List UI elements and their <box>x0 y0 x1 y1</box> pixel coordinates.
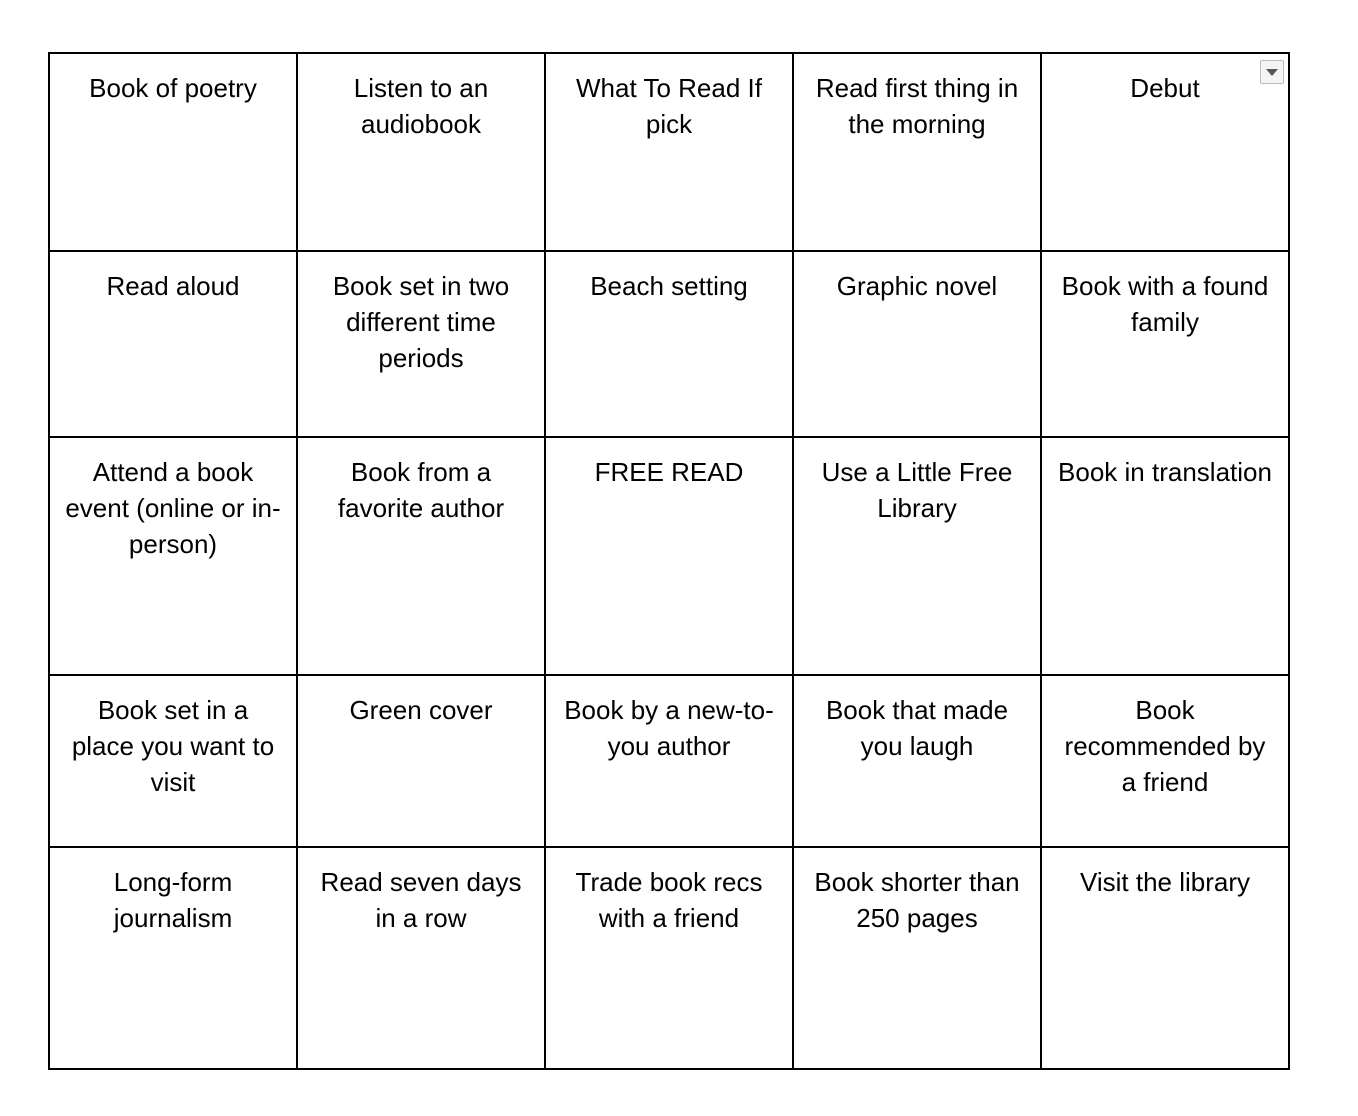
board-cell[interactable] <box>545 251 793 437</box>
board-cell[interactable] <box>49 437 297 675</box>
board-cell[interactable] <box>793 53 1041 251</box>
board-cell[interactable] <box>793 675 1041 847</box>
cell-label: Book set in two different time periods <box>332 271 510 373</box>
cell-label: Green cover <box>349 695 493 725</box>
cell-label: Book with a found family <box>1061 271 1269 337</box>
board-cell[interactable] <box>1041 675 1289 847</box>
board-row <box>49 437 1289 675</box>
board-cell[interactable] <box>545 53 793 251</box>
board-cell[interactable] <box>1041 437 1289 675</box>
cell-label: Read aloud <box>106 271 240 301</box>
board-cell[interactable] <box>49 675 297 847</box>
chevron-down-icon[interactable] <box>1260 60 1284 84</box>
cell-label: FREE READ <box>594 457 744 487</box>
board-row <box>49 53 1289 251</box>
board-cell[interactable] <box>1041 251 1289 437</box>
cell-label: What To Read If pick <box>576 73 762 139</box>
board-cell[interactable] <box>545 847 793 1069</box>
cell-label: Debut <box>1130 73 1200 103</box>
cell-label: Book shorter than 250 pages <box>814 867 1020 933</box>
cell-label: Attend a book event (online or in-person) <box>65 457 281 559</box>
board-cell[interactable] <box>545 675 793 847</box>
board-cell[interactable] <box>49 53 297 251</box>
cell-label: Book recommended by a friend <box>1064 695 1266 797</box>
cell-label: Trade book recs with a friend <box>575 867 763 933</box>
board-cell[interactable] <box>49 251 297 437</box>
cell-label: Book of poetry <box>89 73 257 103</box>
board-row <box>49 251 1289 437</box>
board-cell[interactable] <box>297 675 545 847</box>
board-cell[interactable] <box>1041 847 1289 1069</box>
cell-label: Book by a new-to-you author <box>564 695 774 761</box>
cell-label: Read seven days in a row <box>320 867 522 933</box>
cell-label: Graphic novel <box>836 271 998 301</box>
cell-label: Book in translation <box>1058 457 1272 487</box>
board-cell[interactable] <box>793 251 1041 437</box>
board-cell[interactable] <box>297 53 545 251</box>
board-cell[interactable] <box>297 251 545 437</box>
bingo-board <box>48 52 1290 1070</box>
board-cell[interactable] <box>1041 53 1289 251</box>
board-cell[interactable] <box>297 437 545 675</box>
cell-label: Long-form journalism <box>113 867 233 933</box>
cell-label: Beach setting <box>590 271 748 301</box>
board-cell[interactable] <box>793 847 1041 1069</box>
cell-label: Book that made you laugh <box>825 695 1009 761</box>
board-cell[interactable] <box>49 847 297 1069</box>
cell-label: Book set in a place you want to visit <box>71 695 275 797</box>
board-cell[interactable] <box>297 847 545 1069</box>
board-row <box>49 675 1289 847</box>
cell-label: Book from a favorite author <box>337 457 505 523</box>
cell-label: Visit the library <box>1079 867 1251 897</box>
board-cell[interactable] <box>793 437 1041 675</box>
board-cell[interactable] <box>545 437 793 675</box>
cell-label: Read first thing in the morning <box>815 73 1019 139</box>
cell-label: Listen to an audiobook <box>353 73 489 139</box>
cell-label: Use a Little Free Library <box>821 457 1013 523</box>
board-row <box>49 847 1289 1069</box>
